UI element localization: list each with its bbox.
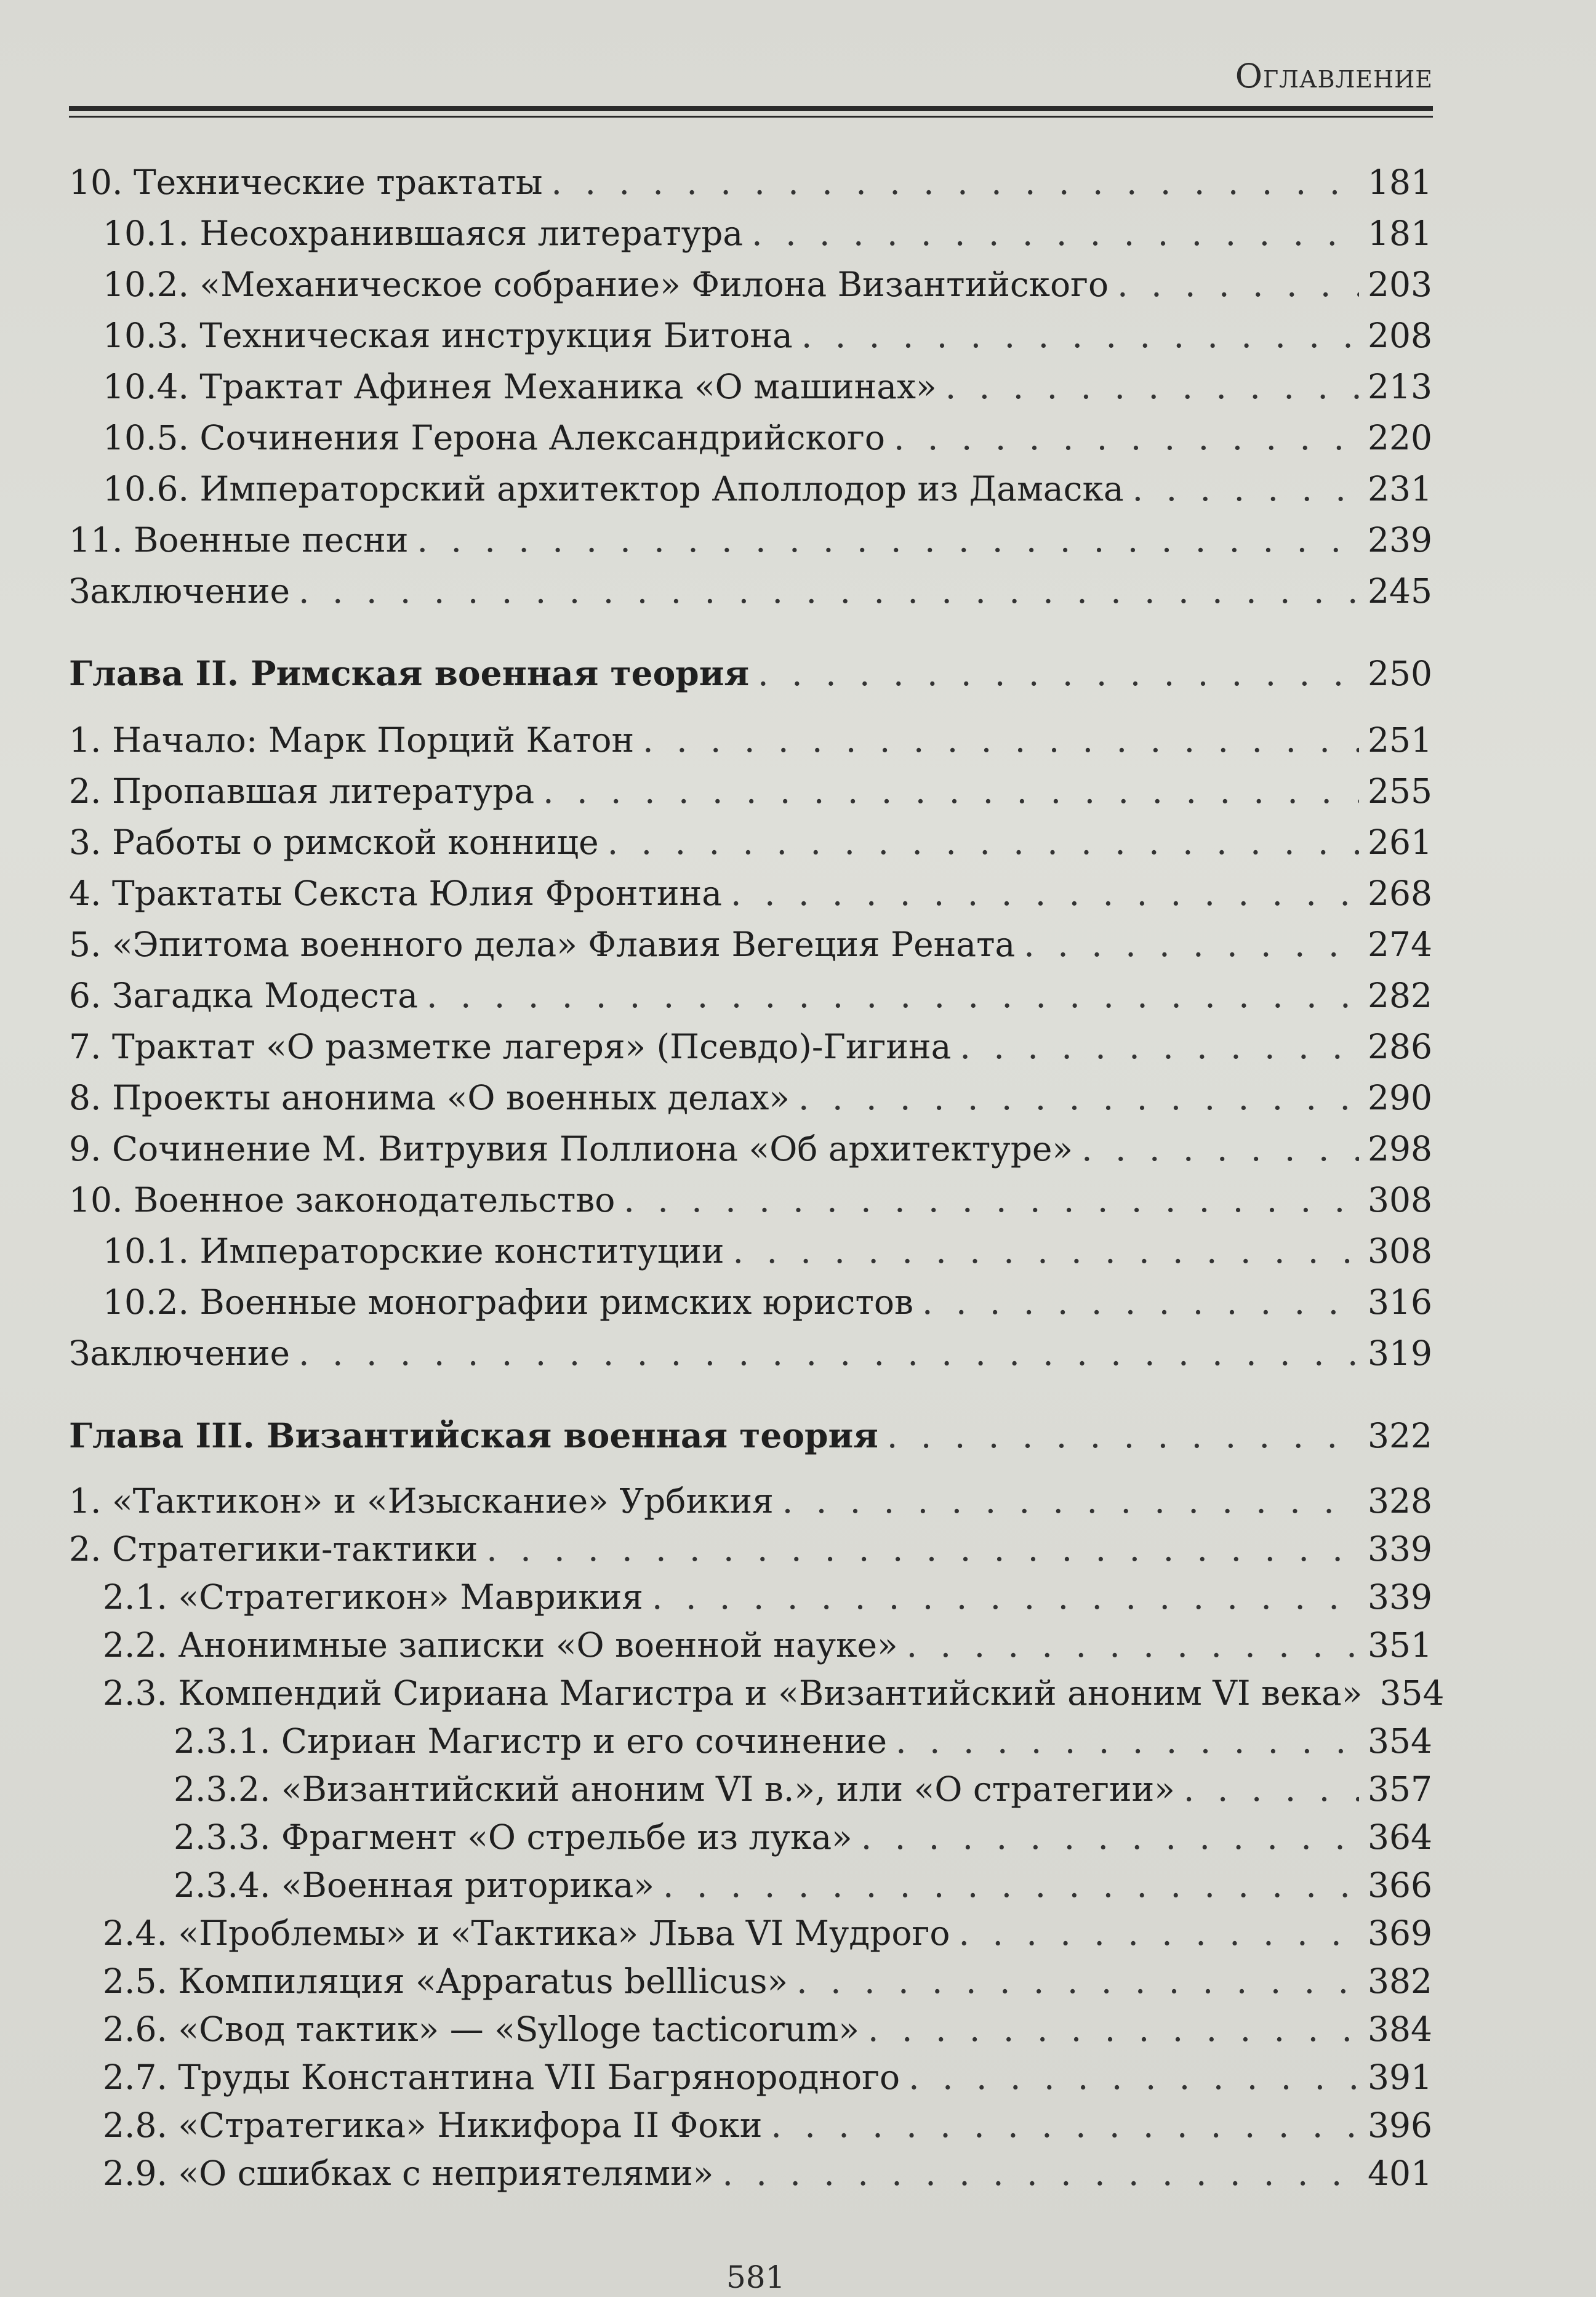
toc-entry-title: 2.6. «Свод тактик» — «Sylloge tacticorum» <box>103 2009 860 2049</box>
leader-dots <box>1133 464 1359 515</box>
toc-entry-title: Заключение <box>69 571 291 611</box>
leader-dots <box>417 515 1359 566</box>
leader-dots <box>486 1525 1359 1573</box>
leader-dots <box>1081 1124 1359 1175</box>
toc-entry-page: 354 <box>1368 1721 1432 1761</box>
toc-entry-page: 401 <box>1368 2154 1432 2193</box>
running-head: Оглавление <box>1235 57 1433 95</box>
toc-entry-title: 2.3.3. Фрагмент «О стрельбе из лука» <box>174 1817 852 1857</box>
toc-entry-page: 251 <box>1368 720 1432 760</box>
toc-entry-title: 2.8. «Стратегика» Никифора II Фоки <box>103 2106 763 2145</box>
leader-dots <box>798 1072 1359 1124</box>
leader-dots <box>733 1226 1360 1277</box>
toc-entry-page: 274 <box>1368 925 1432 964</box>
toc-entry <box>69 2149 1432 2197</box>
toc-entry <box>69 566 1432 617</box>
toc-entry-page: 351 <box>1368 1625 1432 1665</box>
leader-dots <box>771 2101 1359 2149</box>
leader-dots <box>960 1021 1359 1072</box>
toc-entry <box>69 208 1432 259</box>
leader-dots <box>722 2149 1359 2197</box>
toc-entry-page: 384 <box>1368 2009 1432 2049</box>
toc-entry <box>69 817 1432 868</box>
toc-entry <box>69 1621 1432 1669</box>
table-of-contents <box>69 157 1445 2197</box>
toc-entry-title: Глава III. Византийская военная теория <box>69 1415 878 1455</box>
leader-dots <box>896 1717 1359 1765</box>
toc-entry <box>69 310 1432 361</box>
toc-entry <box>69 1909 1432 1957</box>
toc-entry-title: 3. Работы о римской коннице <box>69 823 599 862</box>
toc-entry-page: 245 <box>1368 571 1432 611</box>
leader-dots <box>907 1621 1359 1669</box>
toc-entry-title: 2.1. «Стратегикон» Маврикия <box>103 1577 643 1617</box>
toc-entry-page: 391 <box>1368 2058 1432 2097</box>
toc-entry <box>69 715 1432 766</box>
toc-entry-page: 250 <box>1368 654 1432 693</box>
leader-dots <box>652 1573 1359 1621</box>
toc-entry <box>69 1525 1432 1573</box>
leader-dots <box>868 2005 1359 2053</box>
header-rule-thin <box>69 116 1433 118</box>
leader-dots <box>663 1861 1359 1909</box>
toc-entry <box>69 2005 1432 2053</box>
leader-dots <box>958 1909 1359 1957</box>
toc-entry <box>69 2101 1432 2149</box>
toc-entry <box>69 1021 1432 1072</box>
leader-dots <box>887 1410 1359 1462</box>
leader-dots <box>731 868 1359 919</box>
toc-entry-page: 220 <box>1368 418 1432 457</box>
toc-entry <box>69 1477 1432 1525</box>
leader-dots <box>1024 919 1359 970</box>
toc-entry-title: 7. Трактат «О разметке лагеря» (Псевдо)-Гигина <box>69 1027 952 1066</box>
toc-entry-title: 10.2. «Механическое собрание» Филона Византийского <box>103 265 1109 304</box>
leader-dots <box>551 157 1359 208</box>
toc-entry-page: 382 <box>1368 1961 1432 2001</box>
toc-entry-page: 298 <box>1368 1129 1432 1169</box>
toc-entry-title: 2.2. Анонимные записки «О военной науке» <box>103 1625 898 1665</box>
toc-entry-title: 2. Пропавшая литература <box>69 771 535 811</box>
toc-entry <box>69 1124 1432 1175</box>
leader-dots <box>801 310 1359 361</box>
toc-entry-page: 354 <box>1379 1673 1445 1713</box>
toc-entry-title: 10.1. Императорские конституции <box>103 1231 724 1271</box>
leader-dots <box>543 766 1359 817</box>
toc-entry-page: 268 <box>1368 874 1432 913</box>
toc-entry <box>69 2053 1432 2101</box>
leader-dots <box>758 648 1359 699</box>
toc-entry <box>69 1226 1432 1277</box>
toc-entry-page: 339 <box>1368 1577 1432 1617</box>
toc-entry-page: 339 <box>1368 1529 1432 1569</box>
toc-entry-page: 282 <box>1368 976 1432 1015</box>
toc-entry-page: 308 <box>1368 1231 1432 1271</box>
leader-dots <box>922 1277 1359 1328</box>
toc-entry-title: 2. Стратегики-тактики <box>69 1529 478 1569</box>
toc-entry-page: 396 <box>1368 2106 1432 2145</box>
toc-entry <box>69 1328 1432 1379</box>
toc-entry-page: 357 <box>1368 1769 1432 1809</box>
toc-chapter-heading <box>69 648 1432 699</box>
toc-entry-page: 369 <box>1368 1913 1432 1953</box>
leader-dots <box>1117 259 1359 310</box>
toc-entry-title: 1. Начало: Марк Порций Катон <box>69 720 635 760</box>
leader-dots <box>1184 1765 1359 1813</box>
toc-entry-title: 10.4. Трактат Афинея Механика «О машинах» <box>103 367 937 406</box>
toc-entry-title: 10.3. Техническая инструкция Битона <box>103 316 793 355</box>
toc-entry-title: 10.1. Несохранившаяся литература <box>103 214 744 253</box>
toc-entry-title: 9. Сочинение М. Витрувия Поллиона «Об архитектуре» <box>69 1129 1073 1169</box>
toc-entry <box>69 1717 1432 1765</box>
toc-entry <box>69 1669 1445 1717</box>
toc-entry-title: 10.5. Сочинения Герона Александрийского <box>103 418 885 457</box>
toc-entry-page: 261 <box>1368 823 1432 862</box>
toc-entry <box>69 1072 1432 1124</box>
toc-entry-page: 364 <box>1368 1817 1432 1857</box>
toc-entry-title: 2.9. «О сшибках с неприятелями» <box>103 2154 714 2193</box>
toc-entry-title: 6. Загадка Модеста <box>69 976 418 1015</box>
toc-entry <box>69 970 1432 1021</box>
toc-entry-title: 2.3. Компендий Сириана Магистра и «Византийский аноним VI века» <box>103 1673 1363 1713</box>
toc-entry <box>69 157 1432 208</box>
toc-chapter-heading <box>69 1410 1432 1461</box>
toc-entry <box>69 868 1432 919</box>
toc-entry-title: 8. Проекты анонима «О военных делах» <box>69 1078 790 1117</box>
toc-entry <box>69 919 1432 970</box>
toc-entry-page: 286 <box>1368 1027 1432 1066</box>
leader-dots <box>752 208 1359 259</box>
toc-entry-title: 2.3.2. «Византийский аноним VI в.», или «О стратегии» <box>174 1769 1175 1809</box>
toc-entry <box>69 515 1432 566</box>
leader-dots <box>427 970 1359 1021</box>
leader-dots <box>945 361 1359 412</box>
toc-entry <box>69 361 1432 412</box>
toc-entry-title: 2.5. Компиляция «Apparatus belllicus» <box>103 1961 788 2001</box>
page-number: 581 <box>726 2259 785 2295</box>
toc-entry <box>69 1813 1432 1861</box>
toc-entry-title: 10. Военное законодательство <box>69 1180 616 1220</box>
toc-entry-page: 239 <box>1368 520 1432 560</box>
toc-entry-title: 10.2. Военные монографии римских юристов <box>103 1282 913 1322</box>
toc-entry-title: 4. Трактаты Секста Юлия Фронтина <box>69 874 723 913</box>
toc-entry-title: 11. Военные песни <box>69 520 409 560</box>
toc-entry-page: 290 <box>1368 1078 1432 1117</box>
leader-dots <box>894 412 1359 464</box>
toc-entry-title: 2.3.1. Сириан Магистр и его сочинение <box>174 1721 888 1761</box>
toc-entry <box>69 1765 1432 1813</box>
leader-dots <box>796 1957 1359 2005</box>
toc-entry <box>69 1175 1432 1226</box>
toc-entry-page: 208 <box>1368 316 1432 355</box>
toc-entry-title: 2.3.4. «Военная риторика» <box>174 1865 655 1905</box>
toc-entry <box>69 1573 1432 1621</box>
toc-entry-title: Заключение <box>69 1334 291 1373</box>
toc-entry-page: 213 <box>1368 367 1432 406</box>
toc-entry-page: 322 <box>1368 1416 1432 1455</box>
toc-entry-page: 328 <box>1368 1481 1432 1521</box>
leader-dots <box>908 2053 1359 2101</box>
toc-entry <box>69 1861 1432 1909</box>
toc-entry-page: 255 <box>1368 771 1432 811</box>
leader-dots <box>299 566 1359 617</box>
leader-dots <box>299 1328 1359 1379</box>
toc-entry-title: 10.6. Императорский архитектор Аполлодор из Дамаска <box>103 469 1124 509</box>
leader-dots <box>861 1813 1359 1861</box>
toc-entry <box>69 1277 1432 1328</box>
toc-entry-title: 2.4. «Проблемы» и «Тактика» Льва VI Мудрого <box>103 1913 950 1953</box>
toc-entry-page: 366 <box>1368 1865 1432 1905</box>
toc-entry <box>69 1957 1432 2005</box>
toc-entry <box>69 412 1432 464</box>
toc-entry-page: 319 <box>1368 1334 1432 1373</box>
leader-dots <box>782 1477 1359 1525</box>
toc-entry-page: 181 <box>1368 214 1432 253</box>
toc-entry-title: Глава II. Римская военная теория <box>69 653 750 693</box>
leader-dots <box>608 817 1359 868</box>
toc-entry-page: 181 <box>1368 163 1432 202</box>
leader-dots <box>643 715 1359 766</box>
toc-entry-title: 1. «Тактикон» и «Изыскание» Урбикия <box>69 1481 774 1521</box>
toc-entry-page: 203 <box>1368 265 1432 304</box>
leader-dots <box>624 1175 1359 1226</box>
toc-entry <box>69 259 1432 310</box>
toc-entry <box>69 766 1432 817</box>
toc-entry-page: 316 <box>1368 1282 1432 1322</box>
toc-entry-title: 2.7. Труды Константина VII Багрянородного <box>103 2058 900 2097</box>
toc-entry-title: 10. Технические трактаты <box>69 163 543 202</box>
toc-entry <box>69 464 1432 515</box>
toc-entry-page: 308 <box>1368 1180 1432 1220</box>
toc-entry-title: 5. «Эпитома военного дела» Флавия Вегеция Рената <box>69 925 1016 964</box>
toc-entry-page: 231 <box>1368 469 1432 509</box>
header-rule-thick <box>69 106 1433 111</box>
